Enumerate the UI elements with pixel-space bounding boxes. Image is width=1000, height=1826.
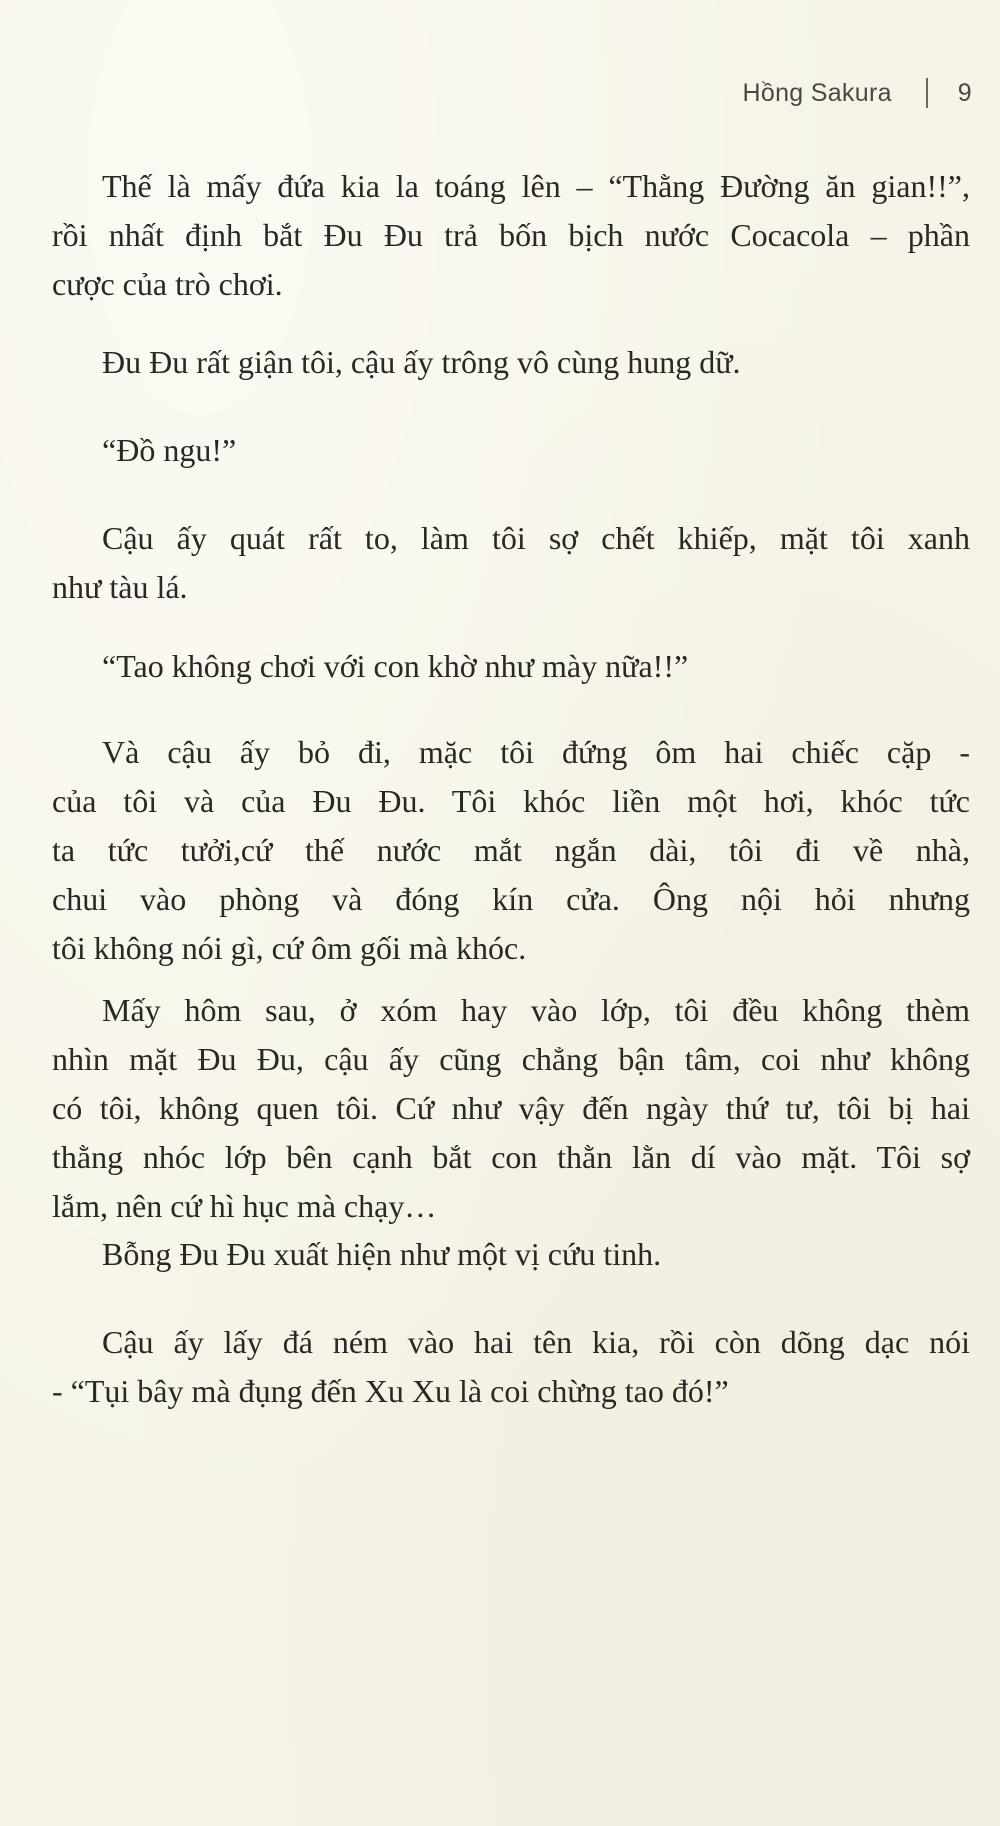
text-line: Đu Đu rất giận tôi, cậu ấy trông vô cùng hung dữ. (102, 344, 741, 380)
paragraph (52, 1230, 970, 1279)
paragraph (52, 514, 970, 612)
author-name: Hồng Sakura (742, 78, 892, 107)
text-line: của tôi và của Đu Đu. Tôi khóc liền một hơi, khóc tức (52, 783, 970, 819)
text-line: Cậu ấy quát rất to, làm tôi sợ chết khiếp, mặt tôi xanh (102, 520, 970, 556)
paragraph (52, 426, 970, 475)
paragraph (52, 162, 970, 309)
header-separator (926, 78, 928, 108)
text-line: rồi nhất định bắt Đu Đu trả bốn bịch nước Cocacola – phần (52, 217, 970, 253)
text-line: Bỗng Đu Đu xuất hiện như một vị cứu tinh. (102, 1236, 662, 1272)
paragraph (52, 338, 970, 387)
text-line: Thế là mấy đứa kia la toáng lên – “Thằng Đường ăn gian!!”, (102, 168, 970, 204)
text-line: tôi không nói gì, cứ ôm gối mà khóc. (52, 930, 527, 966)
text-line: “Đồ ngu!” (102, 432, 237, 468)
paragraph (52, 1318, 970, 1416)
page-number: 9 (957, 78, 972, 107)
running-header (743, 78, 972, 108)
text-line: có tôi, không quen tôi. Cứ như vậy đến ngày thứ tư, tôi bị hai (52, 1090, 970, 1126)
paragraph (52, 728, 970, 973)
text-line: - “Tụi bây mà đụng đến Xu Xu là coi chừng tao đó!” (52, 1373, 729, 1409)
text-line: Và cậu ấy bỏ đi, mặc tôi đứng ôm hai chiếc cặp - (102, 734, 970, 770)
paragraph (52, 986, 970, 1231)
text-line: nhìn mặt Đu Đu, cậu ấy cũng chẳng bận tâm, coi như không (52, 1041, 970, 1077)
text-line: lắm, nên cứ hì hục mà chạy… (52, 1188, 437, 1224)
text-line: ta tức tưởi,cứ thế nước mắt ngắn dài, tôi đi về nhà, (52, 832, 970, 868)
text-line: thằng nhóc lớp bên cạnh bắt con thằn lằn dí vào mặt. Tôi sợ (52, 1139, 970, 1175)
paragraph (52, 642, 970, 691)
text-line: cược của trò chơi. (52, 266, 283, 302)
text-line: “Tao không chơi với con khờ như mày nữa!!” (102, 648, 689, 684)
text-line: Cậu ấy lấy đá ném vào hai tên kia, rồi còn dõng dạc nói (102, 1324, 970, 1360)
text-line: Mấy hôm sau, ở xóm hay vào lớp, tôi đều không thèm (102, 992, 970, 1028)
text-line: như tàu lá. (52, 569, 188, 605)
text-line: chui vào phòng và đóng kín cửa. Ông nội hỏi nhưng (52, 881, 970, 917)
